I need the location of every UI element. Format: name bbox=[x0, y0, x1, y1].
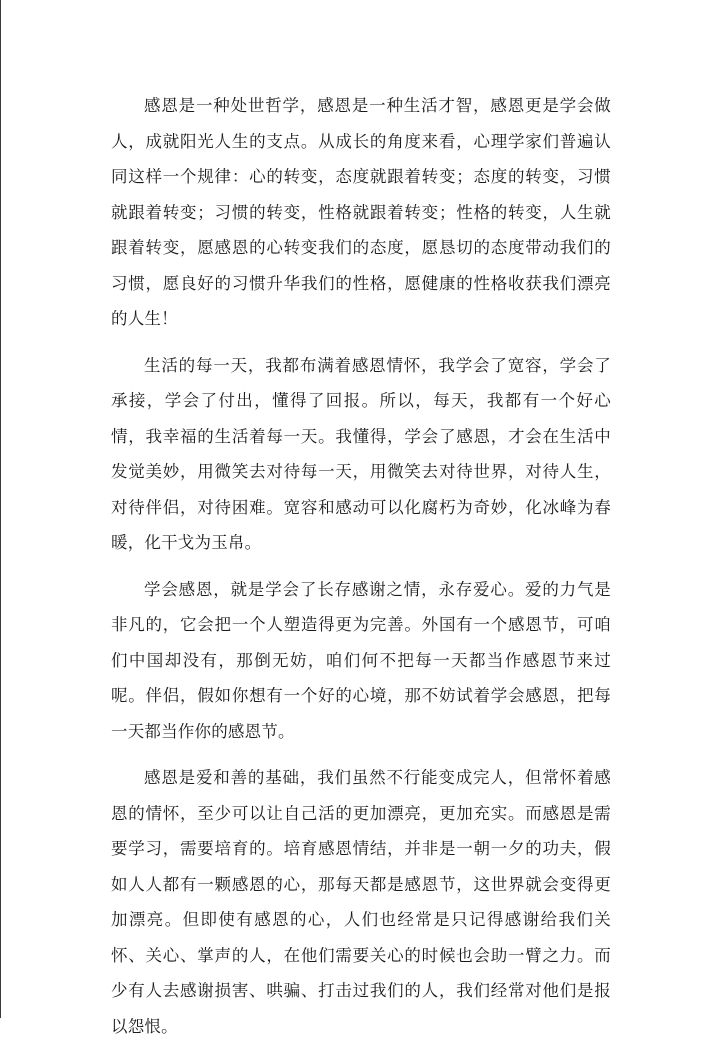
document-body bbox=[111, 88, 611, 1055]
paragraph-2: 生活的每一天，我都布满着感恩情怀，我学会了宽容，学会了承接，学会了付出，懂得了回报。所以，每天，我都有一个好心情，我幸福的生活着每一天。我懂得，学会了感恩，才会在生活中发觉美妙，用微笑去对待每一天，用微笑去对待世界，对待人生，对待伴侣，对待困难。宽容和感动可以化腐朽为奇妙，化冰峰为春暖，化干戈为玉帛。 bbox=[111, 355, 611, 552]
paragraph-1: 感恩是一种处世哲学，感恩是一种生活才智，感恩更是学会做人，成就阳光人生的支点。从成长的角度来看，心理学家们普遍认同这样一个规律：心的转变，态度就跟着转变；态度的转变，习惯就跟着转变；习惯的转变，性格就跟着转变；性格的转变，人生就跟着转变，愿感恩的心转变我们的态度，愿恳切的态度带动我们的习惯，愿良好的习惯升华我们的性格，愿健康的性格收获我们漂亮的人生！ bbox=[111, 96, 611, 328]
paragraph-3: 学会感恩，就是学会了长存感谢之情，永存爱心。爱的力气是非凡的，它会把一个人塑造得更为完善。外国有一个感恩节，可咱们中国却没有，那倒无妨，咱们何不把每一天都当作感恩节来过呢。伴侣，假如你想有一个好的心境，那不妨试着学会感恩，把每一天都当作你的感恩节。 bbox=[111, 579, 611, 741]
paragraph-4: 感恩是爱和善的基础，我们虽然不行能变成完人，但常怀着感恩的情怀，至少可以让自己活的更加漂亮，更加充实。而感恩是需要学习，需要培育的。培育感恩情结，并非是一朝一夕的功夫，假如人人都有一颗感恩的心，那每天都是感恩节，这世界就会变得更加漂亮。但即使有感恩的心，人们也经常是只记得感谢给我们关怀、关心、掌声的人，在他们需要关心的时候也会助一臂之力。而少有人去感谢损害、哄骗、打击过我们的人，我们经常对他们是报以怨恨。 bbox=[111, 768, 611, 1036]
page-left-edge-line bbox=[0, 0, 1, 1018]
